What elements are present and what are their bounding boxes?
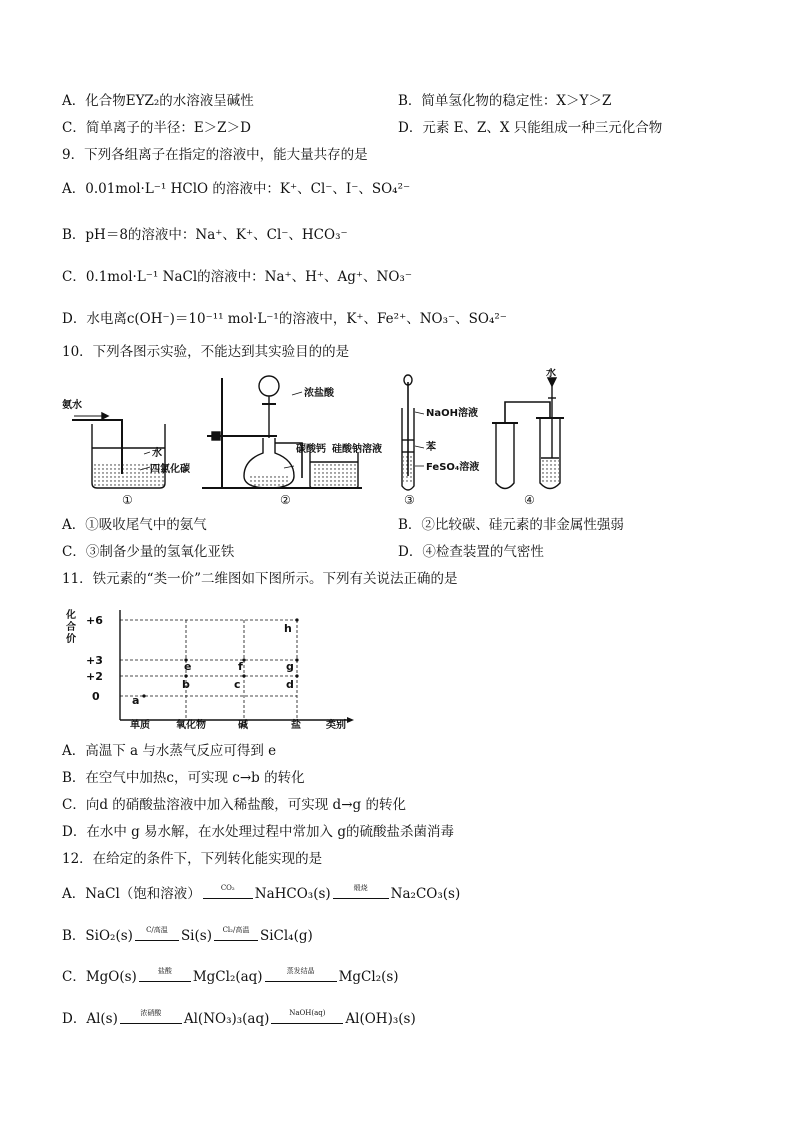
q12-option-a <box>62 884 460 907</box>
q12-a-reactant: A．NaCl（饱和溶液） <box>62 886 201 902</box>
chart-ytick-0: 0 <box>92 690 100 703</box>
q11-stem: 11．铁元素的“类一价”二维图如下图所示。下列有关说法正确的是 <box>62 571 458 587</box>
q8-option-d: D．元素 E、Z、X 只能组成一种三元化合物 <box>398 120 663 136</box>
chart-point-a: a <box>132 694 140 707</box>
fig1-label-ccl4: 四氯化碳 <box>150 464 190 475</box>
q8-option-c: C．简单离子的半径：E＞Z＞D <box>62 120 251 136</box>
fig1-number: ① <box>122 493 133 507</box>
q12-b-reactant: B．SiO₂(s) <box>62 928 133 944</box>
q12-b-intermediate: Si(s) <box>180 928 212 944</box>
q12-d-arrow1: 浓硝酸 <box>120 1003 182 1024</box>
q12-c-reactant: C．MgO(s) <box>62 969 137 985</box>
fig4-label-water: 水 <box>546 368 556 379</box>
fig2-label-na2sio3: 硅酸钠溶液 <box>332 444 382 455</box>
q12-option-b <box>62 926 313 949</box>
q12-c-product: MgCl₂(s) <box>338 969 399 985</box>
q9-option-c: C．0.1mol·L⁻¹ NaCl的溶液中：Na⁺、H⁺、Ag⁺、NO₃⁻ <box>62 269 412 285</box>
fig1-label-water: 水 <box>152 448 162 459</box>
q8-option-b: B．简单氢化物的稳定性：X＞Y＞Z <box>398 93 612 109</box>
q10-apparatus-figure <box>62 368 622 510</box>
q12-a-arrow2: 煅烧 <box>333 878 389 899</box>
q12-a-arrow1: CO₂ <box>203 878 253 899</box>
fig2-label-hcl: 浓盐酸 <box>304 388 334 399</box>
chart-xtick-base: 碱 <box>238 720 248 731</box>
chart-ytick-6: +6 <box>86 614 103 627</box>
q12-c-arrow2: 蒸发结晶 <box>265 961 337 982</box>
chart-ylabel-1: 化 <box>66 610 76 621</box>
q10-option-a: A．①吸收尾气中的氨气 <box>62 517 207 533</box>
fig2-label-caco3: 碳酸钙 <box>296 444 326 455</box>
chart-ytick-2: +2 <box>86 670 103 683</box>
q10-option-d: D．④检查装置的气密性 <box>398 544 544 560</box>
fig3-number: ③ <box>404 493 415 507</box>
chart-xtick-salt: 盐 <box>291 720 301 731</box>
q12-a-intermediate: NaHCO₃(s) <box>254 886 331 902</box>
q11-valence-chart <box>62 600 362 732</box>
q10-stem: 10．下列各图示实验，不能达到其实验目的的是 <box>62 344 350 360</box>
q9-option-b: B．pH＝8的溶液中：Na⁺、K⁺、Cl⁻、HCO₃⁻ <box>62 227 348 243</box>
q12-d-reactant: D．Al(s) <box>62 1011 118 1027</box>
fig2-number: ② <box>280 493 291 507</box>
chart-point-f: f <box>238 660 243 673</box>
q9-stem: 9．下列各组离子在指定的溶液中，能大量共存的是 <box>62 147 368 163</box>
q12-a-product: Na₂CO₃(s) <box>390 886 461 902</box>
q12-stem: 12．在给定的条件下，下列转化能实现的是 <box>62 851 323 867</box>
q12-d-arrow2: NaOH(aq) <box>271 1003 343 1024</box>
q12-d-product: Al(OH)₃(s) <box>345 1011 416 1027</box>
q11-option-d: D．在水中 g 易水解，在水处理过程中常加入 g的硫酸盐杀菌消毒 <box>62 824 454 840</box>
q10-option-b: B．②比较碳、硅元素的非金属性强弱 <box>398 517 624 533</box>
q8-option-a: A．化合物EYZ₂的水溶液呈碱性 <box>62 93 254 109</box>
chart-point-b: b <box>182 678 190 691</box>
q12-b-product: SiCl₄(g) <box>259 928 313 944</box>
q11-option-a: A．高温下 a 与水蒸气反应可得到 e <box>62 743 277 759</box>
chart-ytick-3: +3 <box>86 654 103 667</box>
q11-option-b: B．在空气中加热c，可实现 c→b 的转化 <box>62 770 305 786</box>
q10-option-c: C．③制备少量的氢氧化亚铁 <box>62 544 235 560</box>
fig3-label-naoh: NaOH溶液 <box>426 408 478 419</box>
fig3-label-feso4: FeSO₄溶液 <box>426 462 480 473</box>
chart-point-h: h <box>284 622 292 635</box>
chart-xtick-element: 单质 <box>130 720 150 731</box>
q12-option-d <box>62 1009 416 1032</box>
q9-option-d: D．水电离c(OH⁻)＝10⁻¹¹ mol·L⁻¹的溶液中，K⁺、Fe²⁺、NO₃⁻、SO₄²⁻ <box>62 311 507 327</box>
q12-c-arrow1: 盐酸 <box>139 961 191 982</box>
q9-option-a: A．0.01mol·L⁻¹ HClO 的溶液中：K⁺、Cl⁻、I⁻、SO₄²⁻ <box>62 181 411 197</box>
chart-point-d: d <box>286 678 294 691</box>
chart-point-g: g <box>286 660 294 673</box>
chart-xlabel: 类别 <box>326 720 346 731</box>
q12-b-arrow2: Cl₂/高温 <box>214 920 258 941</box>
q12-b-arrow1: C/高温 <box>135 920 179 941</box>
chart-point-c: c <box>234 678 241 691</box>
chart-ylabel-2: 合 <box>66 622 76 633</box>
q12-c-intermediate: MgCl₂(aq) <box>192 969 263 985</box>
chart-point-e: e <box>184 660 192 673</box>
fig1-label-ammonia: 氨水 <box>62 400 82 411</box>
chart-ylabel-3: 价 <box>66 634 76 645</box>
q12-option-c <box>62 967 399 990</box>
q12-d-intermediate: Al(NO₃)₃(aq) <box>183 1011 270 1027</box>
fig3-label-benzene: 苯 <box>426 442 436 453</box>
q11-option-c: C．向d 的硝酸盐溶液中加入稀盐酸，可实现 d→g 的转化 <box>62 797 406 813</box>
chart-xtick-oxide: 氧化物 <box>176 720 206 731</box>
fig4-number: ④ <box>524 493 535 507</box>
